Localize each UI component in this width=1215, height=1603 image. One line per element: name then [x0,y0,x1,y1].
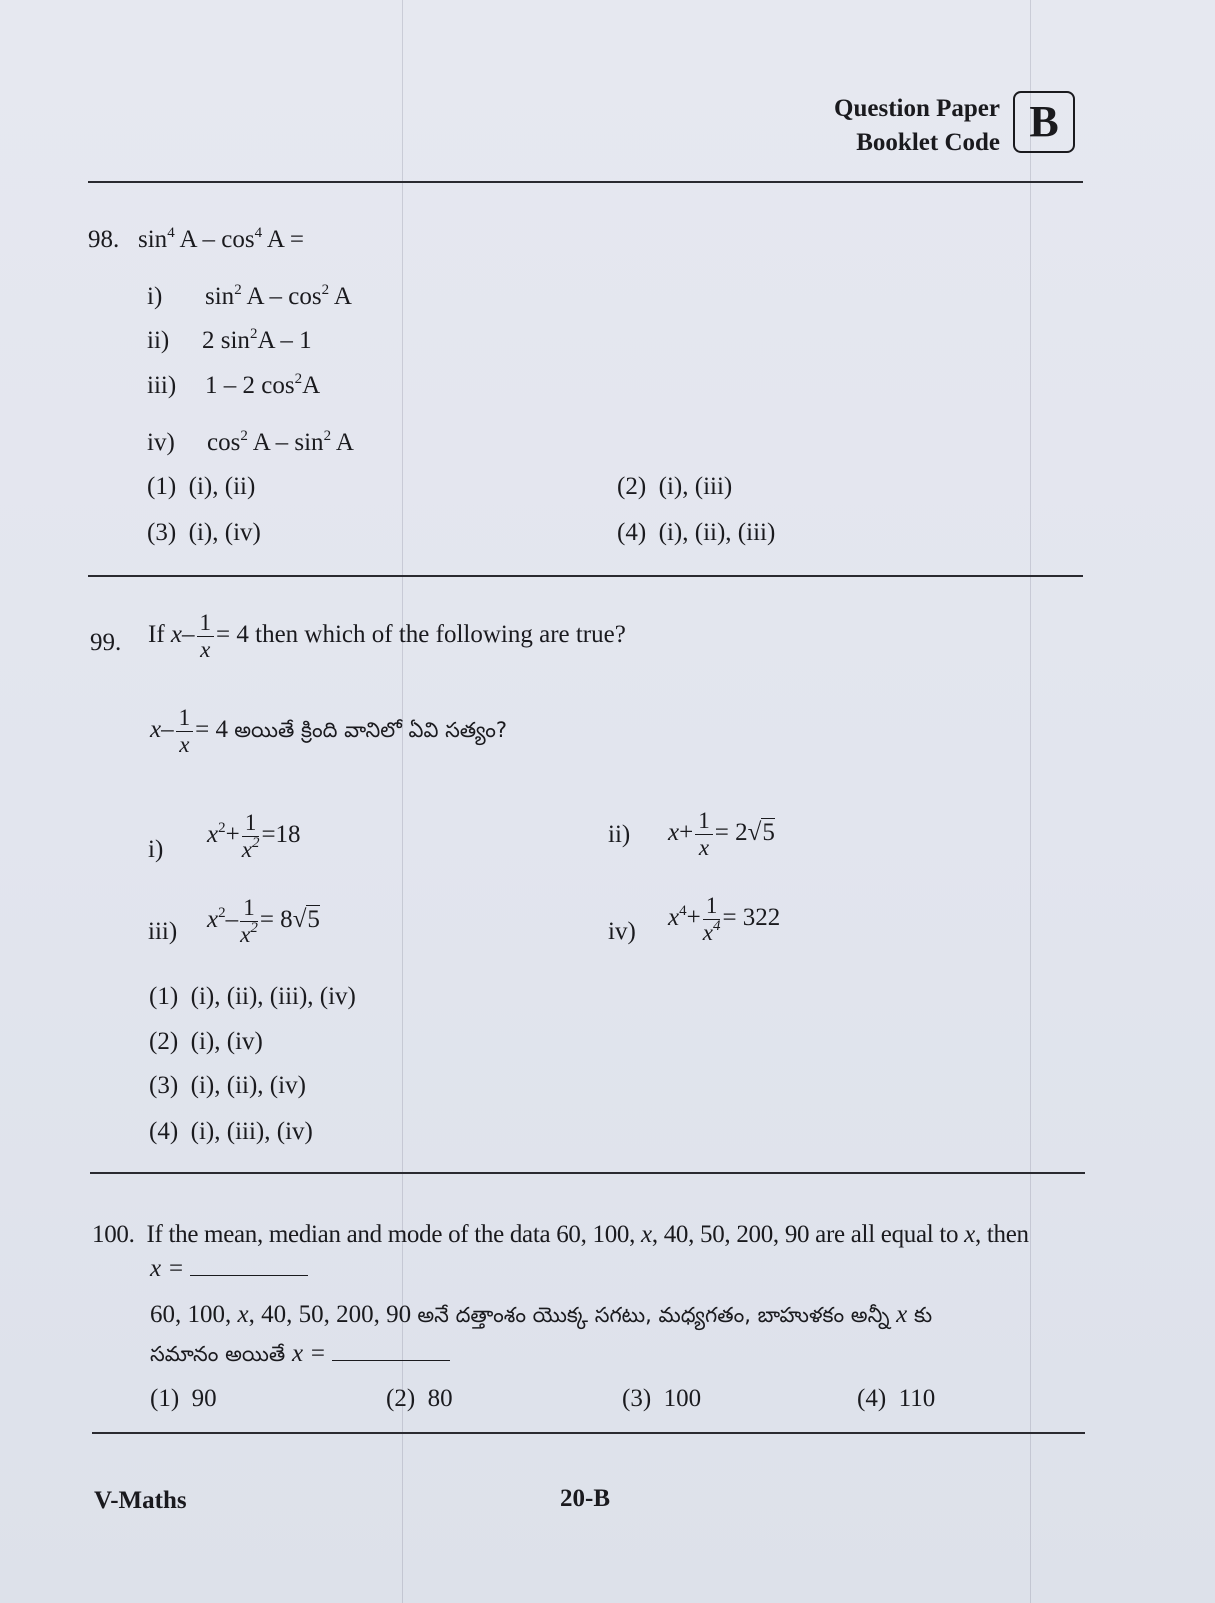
exponent: 4 [712,918,721,934]
variable: x [668,904,680,932]
exponent: 2 [294,371,303,387]
answer-option[interactable] [150,1384,217,1414]
statement-label: iii) [147,372,177,399]
exponent: 2 [251,835,260,851]
option-number: (3) [147,519,177,546]
stem-text: , 40, 50, 200, 90 [248,1301,418,1328]
denominator-variable: x [240,922,251,947]
statement-label: iii) [148,918,178,945]
option-number: (1) [147,473,177,500]
statement [147,282,162,312]
numerator: 1 [176,705,194,732]
blank [332,1338,450,1361]
expr-text: A – 1 [257,327,312,354]
exponent: 2 [218,905,226,922]
option-number: (4) [617,519,647,546]
fraction [197,610,215,663]
variable: x = [150,1255,185,1282]
exponent: 4 [254,225,263,241]
option-text: (i), (ii) [188,473,256,500]
denominator [242,837,260,863]
statement-expression [207,810,301,863]
operator: + [679,819,694,847]
option-text: 110 [898,1385,936,1412]
numerator: 1 [695,808,713,835]
stem-text-telugu: సమానం అయితే [150,1342,292,1366]
question-99-number [90,628,121,658]
expr-text: =18 [261,821,301,849]
answer-option[interactable] [622,1384,701,1414]
exponent: 2 [323,428,332,444]
stem-text: , then [974,1221,1029,1248]
expr-text: A [331,429,354,456]
operator: + [686,904,701,932]
option-text: (i), (ii), (iii) [658,519,776,546]
expr-text: = 4 [216,621,249,649]
denominator: x [179,732,190,757]
statement [147,326,169,356]
expr-text: 2 sin [202,327,250,354]
statement-expression [207,428,354,458]
expr-text: = 322 [722,904,781,932]
option-number: (4) [149,1118,179,1145]
operator: + [225,821,240,849]
variable: x [150,716,162,744]
paper-fold-line [1030,0,1031,1603]
fraction [176,705,194,758]
stem-text-telugu: అనే దత్తాంశం యొక్క సగటు, మధ్యగతం, బాహుళకం అన్నీ [417,1303,897,1327]
numerator: 1 [197,610,215,637]
question-99-stem-te [150,705,507,758]
answer-option[interactable] [149,1117,313,1147]
variable: x = [291,1340,327,1367]
answer-option[interactable] [857,1384,935,1414]
numerator: 1 [240,895,258,922]
fraction [240,895,258,948]
operator: – [225,906,239,934]
divider [88,181,1083,183]
statement [147,428,175,458]
statement [608,820,630,850]
question-100-stem-te-2 [150,1338,450,1369]
expr-text: = 8 [259,906,293,934]
radicand: 5 [307,906,320,934]
option-number: (3) [622,1385,652,1412]
statement-expression [205,371,320,401]
statement [147,371,176,401]
expr-text: cos [207,429,241,456]
fraction [703,893,721,946]
variable: x [964,1221,975,1248]
statement [148,835,163,865]
expr-text: = 4 [195,716,228,744]
expr-text: A – sin [247,429,324,456]
statement [608,917,636,947]
denominator-variable: x [241,837,252,862]
option-number: (1) [149,983,179,1010]
footer-subject: V-Maths [94,1487,187,1514]
divider [90,1172,1085,1174]
variable: x [641,1221,652,1248]
statement-expression [668,893,780,946]
answer-option[interactable] [149,982,356,1012]
option-number: (2) [386,1385,416,1412]
expr-text: A – cos [174,226,255,253]
question-98-stem [88,225,304,255]
variable: x [668,819,680,847]
option-number: (2) [617,473,647,500]
expr-text: A – cos [241,283,322,310]
expr-text: A [302,372,321,399]
option-text: 80 [427,1385,453,1412]
variable: x [896,1301,908,1328]
statement-expression [205,282,352,312]
fraction [695,808,713,861]
option-text: (i), (iii) [658,473,733,500]
answer-option[interactable] [147,518,261,548]
expr-text: A = [262,226,304,253]
expr-text: = 2 [714,819,748,847]
denominator [240,922,258,948]
exponent: 2 [249,326,258,342]
variable: x [207,821,219,849]
expr-text: sin [138,226,168,253]
statement-expression: $x^2-$ $\frac{1}{x^2}$ = 8√5 [207,895,320,947]
blank [190,1253,308,1276]
statement-label: i) [148,836,164,863]
numerator: 1 [242,810,260,837]
option-number: (2) [149,1028,179,1055]
statement-label: i) [147,283,163,310]
variable: x [237,1301,249,1328]
stem-text: 60, 100, [150,1301,238,1328]
answer-option[interactable] [149,1071,306,1101]
option-number: (1) [150,1385,180,1412]
radicand: 5 [762,819,775,847]
answer-option[interactable] [617,472,732,502]
option-text: 100 [663,1385,702,1412]
stem-text-telugu: కు [907,1303,933,1327]
answer-option[interactable] [147,472,255,502]
option-text: (i), (iii), (iv) [190,1118,313,1145]
option-text: (i), (iv) [188,519,261,546]
exponent: 2 [321,282,330,298]
stem-text: If the mean, median and mode of the data 60, 100, [146,1221,642,1248]
statement-expression: x+ $\frac{1}{x}$ = 2√5 [668,808,775,860]
expr-text: A [329,283,352,310]
option-text: (i), (ii), (iii), (iv) [190,983,356,1010]
option-text: (i), (iv) [190,1028,263,1055]
answer-option[interactable] [617,518,775,548]
booklet-code-label [800,92,1000,160]
question-number: 100. [92,1221,135,1248]
option-text: 90 [191,1385,217,1412]
exponent: 4 [167,225,175,241]
booklet-code-box: B [1013,91,1075,153]
booklet-code-label-line2: Booklet Code [856,129,1000,156]
question-number: 98. [88,226,120,253]
denominator [703,920,721,946]
expr-text: sin [205,283,235,310]
answer-blank-line [150,1253,308,1284]
expr-text: 1 – 2 cos [205,372,295,399]
denominator: x [200,637,211,662]
variable: x [170,621,183,649]
numerator: 1 [703,893,721,920]
exponent: 2 [234,282,242,298]
exponent: 4 [679,903,687,920]
exponent: 2 [250,920,258,936]
divider [88,575,1083,577]
stem-text-telugu: అయితే క్రింది వానిలో ఏవి సత్యం? [234,718,507,743]
statement-label: ii) [147,327,170,354]
question-100-stem-en [92,1220,1029,1250]
operator: – [161,716,174,744]
stem-text: , 40, 50, 200, 90 are all equal to [651,1221,965,1248]
question-number: 99. [90,629,122,656]
statement-label: iv) [147,429,175,456]
stem-text: then which of the following are true? [255,621,626,649]
answer-option[interactable] [386,1384,453,1414]
statement-expression [202,326,312,356]
answer-option[interactable] [149,1027,263,1057]
question-100-stem-te [150,1300,932,1330]
exponent: 2 [218,820,226,837]
exponent: 2 [240,428,248,444]
fraction [242,810,260,863]
statement-label: iv) [608,918,636,945]
statement-label: ii) [608,821,631,848]
expr-text: If [148,621,165,649]
operator: – [182,621,195,649]
statement [148,917,177,947]
footer-page-number: 20-B [560,1485,610,1512]
booklet-code-label-line1: Question Paper [834,95,1000,122]
option-number: (4) [857,1385,887,1412]
option-number: (3) [149,1072,179,1099]
variable: x [207,906,219,934]
denominator: x [698,835,710,860]
divider [92,1432,1085,1434]
denominator-variable: x [702,920,713,945]
question-99-stem-en [148,610,626,663]
option-text: (i), (ii), (iv) [190,1072,306,1099]
